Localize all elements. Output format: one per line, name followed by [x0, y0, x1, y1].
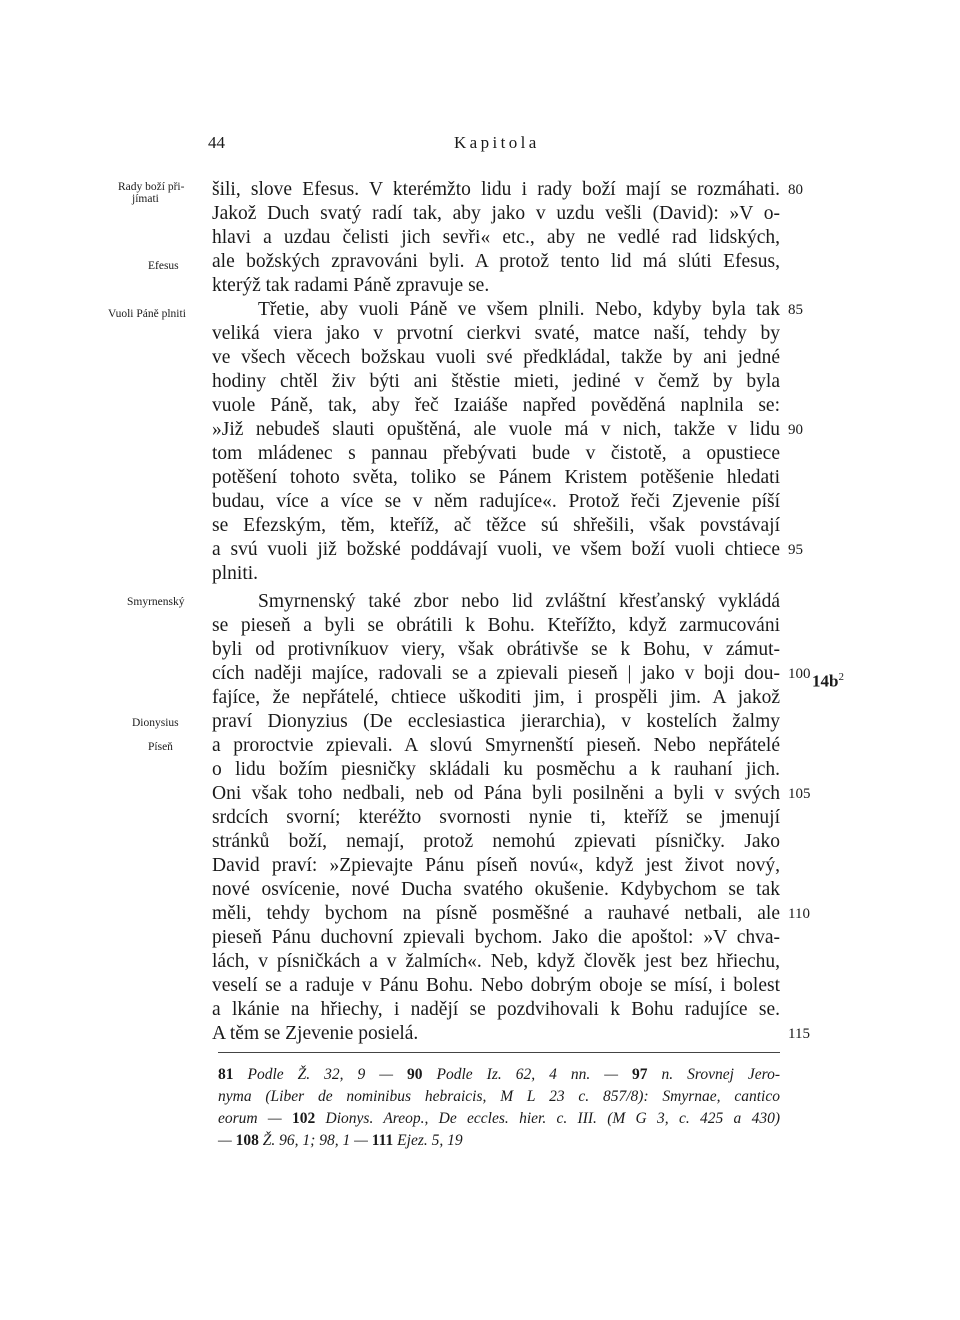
text-line: měli, tehdy bychom na písně posměšné a rauhavé netbali, ale: [212, 903, 780, 924]
text-line: a svú vuoli již božské poddávají vuoli, ve všem boží vuoli chtiece: [212, 539, 780, 560]
folio-marker: [812, 665, 844, 694]
footnote-text: n. Srovnej Jero-: [661, 1066, 781, 1083]
text-line: srdcích svorní; kteréžto svornosti nynie ti, kteříž se jmenují: [212, 807, 780, 828]
footnote-text: Podle Ž. 32, 9 —: [247, 1066, 394, 1083]
line-number: 105: [788, 786, 811, 802]
text-line: Oni však toho nedbali, neb od Pána byli posilněni a byli v svých: [212, 783, 780, 804]
footnote-text: Dionys. Areop., De eccles. hier. c. III. (M G 3, c. 425 a 430): [325, 1110, 781, 1127]
text-line: veliká viera jako v prvotní cierkvi svaté, matce naší, tehdy by: [212, 323, 780, 344]
footnote-text: Ž. 96, 1; 98, 1 —: [262, 1132, 368, 1149]
text-line: a proroctvie zpievali. A slovú Smyrnenští pieseň. Nebo nepřátelé: [212, 735, 780, 756]
footnote-text: —: [218, 1132, 232, 1149]
text-line: fajíce, že nepřátelé, chtiece uškoditi jim, i prospěli jim. A jakož: [212, 687, 780, 708]
text-line: A těm se Zjevenie posielá.: [212, 1023, 419, 1044]
text-line: ve všech věcech božskau vuoli své předkládal, takže by ani jedné: [212, 347, 780, 368]
text-line: kterýž tak radami Páně zpravuje se.: [212, 275, 490, 296]
margin-note-smyrnensky: Smyrnenský: [127, 596, 185, 608]
text-line: nové osvícenie, nové Ducha svatého okušenie. Kdybychom se tak: [212, 879, 780, 900]
footnote-line: [218, 1108, 780, 1130]
footnote-line: [218, 1086, 780, 1108]
text-line: se pieseň a byli se obrátili k Bohu. Kteřížto, když zarmucováni: [212, 615, 780, 636]
text-line: cích naději majíce, radovali se a zpievali pieseň | jako v boji dou-: [212, 663, 780, 684]
margin-note-rady-2: jímati: [132, 193, 159, 205]
margin-note-vuoli: Vuoli Páně plniti: [108, 308, 186, 320]
footnote-text: nyma (Liber de nominibus hebraicis, M L 23 c. 857/8): Smyrnae, cantico: [218, 1088, 780, 1105]
footnote-number: 97: [632, 1066, 648, 1083]
text-line: hlavi a uzdau čelisti jich sevři« etc., aby ne vedlé rad lidských,: [212, 227, 780, 248]
margin-note-rady: Rady boží při-: [118, 181, 185, 193]
footnote-rule: [218, 1052, 780, 1053]
page-number: 44: [208, 133, 225, 152]
text-line: pieseň Pánu duchovní zpievali bychom. Jako die apoštol: »V chva-: [212, 927, 780, 948]
text-line: potěšení tohoto světa, toliko se Pánem Kristem potěšenie hledati: [212, 467, 780, 488]
footnote-text: Ejez. 5, 19: [397, 1132, 463, 1149]
line-number: 85: [788, 302, 803, 318]
footnote-number: 90: [407, 1066, 423, 1083]
line-number: 80: [788, 182, 803, 198]
text-line: David praví: »Zpievajte Pánu píseň novú«, když jest život nový,: [212, 855, 780, 876]
footnote-number: 111: [371, 1132, 394, 1149]
line-number: 95: [788, 542, 803, 558]
footnote-number: 108: [235, 1132, 259, 1149]
text-line: tom mládenec s pannau přebývati bude v čistotě, a opustiece: [212, 443, 780, 464]
line-number: 110: [788, 906, 810, 922]
text-line: »Již nebudeš slauti opuštěná, ale vuole má v nich, takže v lidu: [212, 419, 780, 440]
footnote-line: [218, 1064, 780, 1086]
text-line: stránků boží, nemají, protož nemohú zpievati písničky. Jako: [212, 831, 780, 852]
text-line: budau, více a více se v něm radujíce«. Protož řeči Zjevenie píší: [212, 491, 780, 512]
text-line: lách, v písničkách a v žalmích«. Neb, když člověk jest bez hřiechu,: [212, 951, 780, 972]
text-line: plniti.: [212, 563, 259, 584]
text-line: Třetie, aby vuoli Páně ve všem plnili. Nebo, kdyby byla tak: [258, 299, 780, 320]
text-line: ale božských zpravováni byli. A protož tento lid má slúti Efesus,: [212, 251, 780, 272]
line-number: 115: [788, 1026, 810, 1042]
margin-note-efesus: Efesus: [148, 260, 179, 272]
footnote-text: eorum —: [218, 1110, 282, 1127]
text-line: o lidu božím piesničky skládali ku posměchu a k rauhaní jich.: [212, 759, 780, 780]
text-line: byli od protivníkuov viery, však obrátivše se k Bohu, v zámut-: [212, 639, 780, 660]
line-number: 100: [788, 666, 811, 682]
text-line: se Efezským, těm, kteříž, ač těžce sú shřešili, však povstávají: [212, 515, 780, 536]
footnote-number: 102: [291, 1110, 316, 1127]
text-line: vuole Páně, tak, aby řeč Izaiáše napřed pověděná naplnila se:: [212, 395, 780, 416]
folio-superscript: 2: [838, 671, 844, 683]
footnote-line: [218, 1130, 780, 1152]
text-line: praví Dionyzius (De ecclesiastica jierarchia), v kostelích žalmy: [212, 711, 780, 732]
margin-note-pisen: Píseň: [148, 741, 173, 753]
line-number: 90: [788, 422, 803, 438]
text-line: hodiny chtěl živ býti ani štěstie mieti, jediné v čemž by byla: [212, 371, 780, 392]
text-line: veselí se a raduje v Pánu Bohu. Nebo dobrým oboje se mísí, i bolest: [212, 975, 780, 996]
text-line: Smyrnenský také zbor nebo lid zvláštní křesťanský vykládá: [258, 591, 780, 612]
text-line: Jakož Duch svatý radí tak, aby jako v uzdu vešli (David): »V o-: [212, 203, 780, 224]
margin-note-dionysius: Dionysius: [132, 717, 179, 729]
text-line: šili, slove Efesus. V kterémžto lidu i rady boží mají se rozmáhati.: [212, 179, 780, 200]
footnote-number: 81: [218, 1066, 234, 1083]
text-line: a lkánie na hřiechy, i nadějí se pozdvihovali k Bohu radujíce se.: [212, 999, 780, 1020]
running-head: Kapitola: [454, 133, 540, 152]
footnote-text: Podle Iz. 62, 4 nn. —: [436, 1066, 619, 1083]
folio-number: 14b: [812, 671, 839, 691]
